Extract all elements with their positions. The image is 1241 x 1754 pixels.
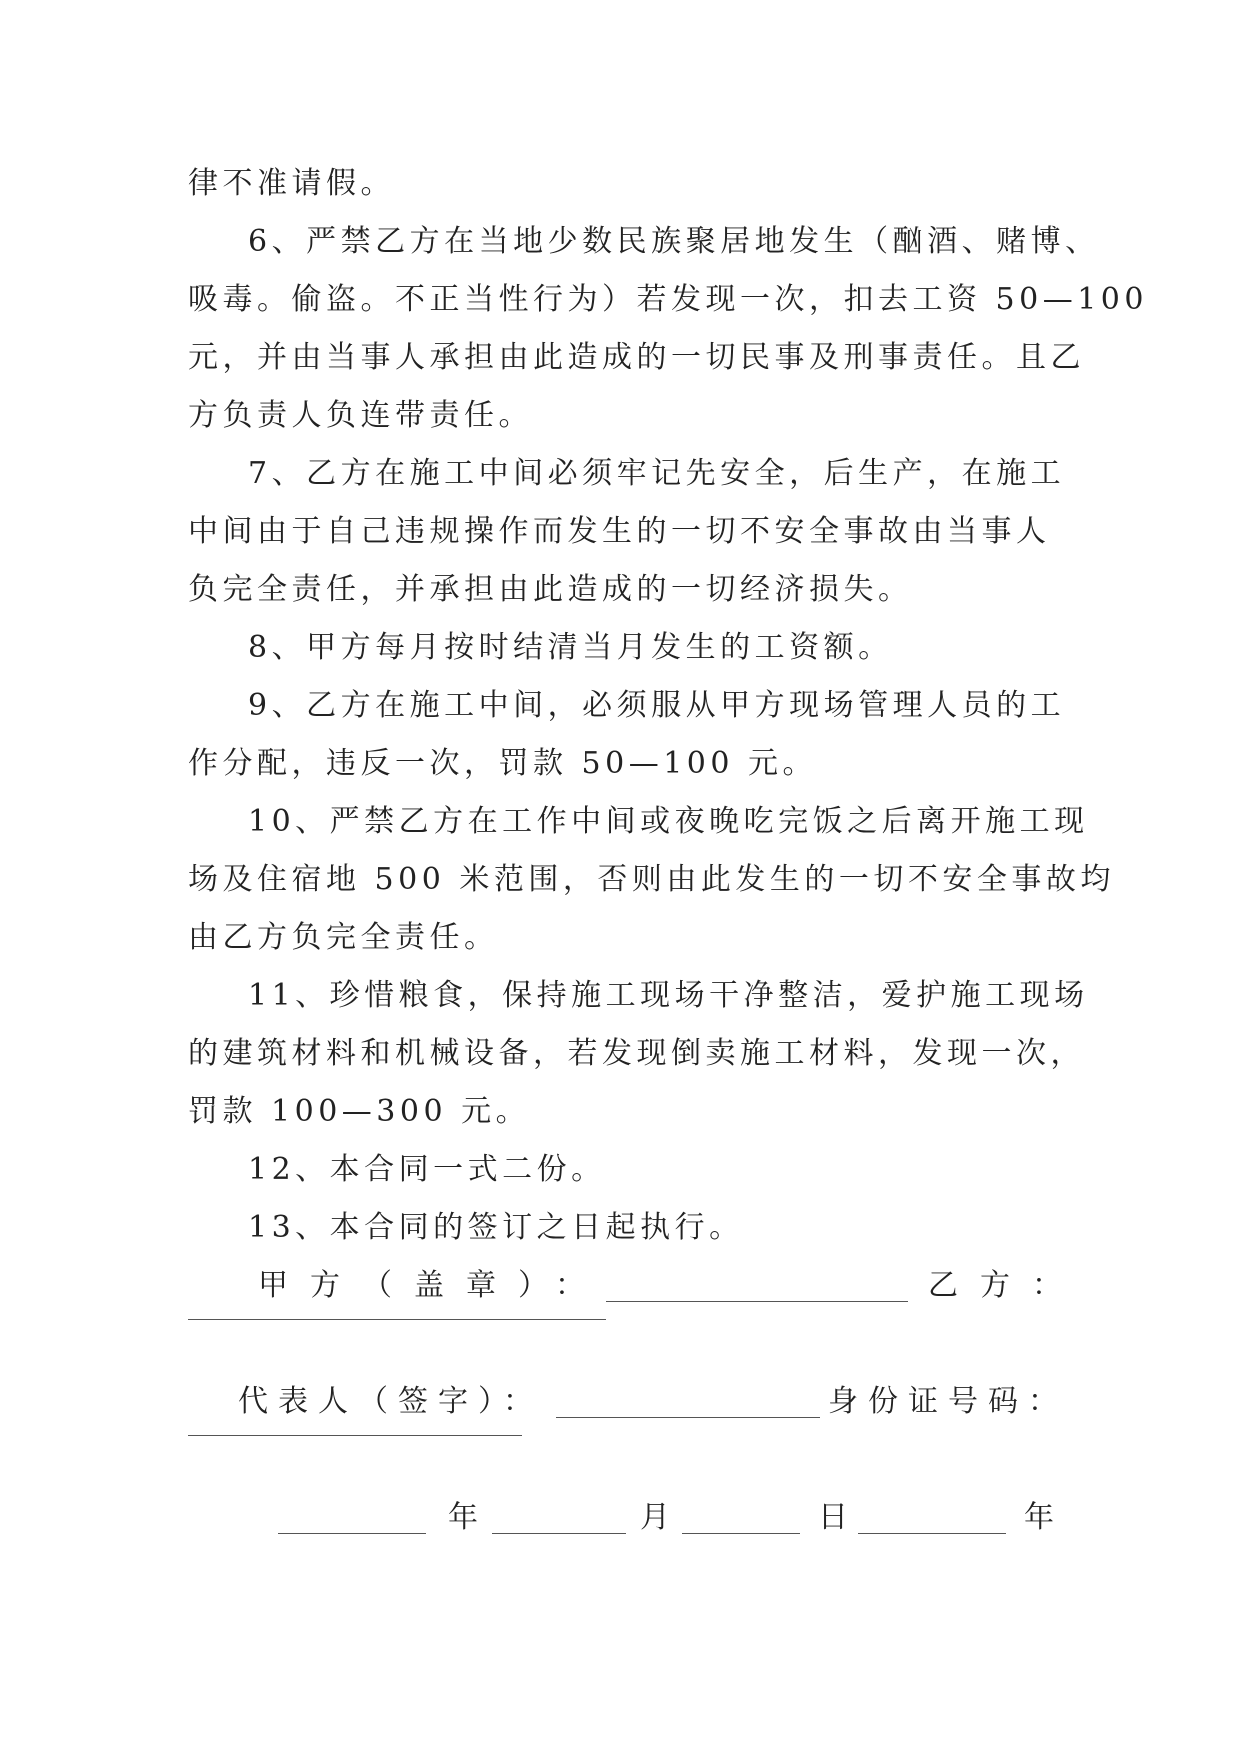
representative-row	[188, 1373, 1068, 1431]
text-line: 10、严禁乙方在工作中间或夜晚吃完饭之后离开施工现	[248, 804, 1089, 839]
text-line: 由乙方负完全责任。	[188, 920, 499, 955]
representative-line	[556, 1417, 820, 1418]
id-number-label: 身份证号码：	[828, 1384, 1068, 1419]
text-line: 作分配，违反一次，罚款 50—100 元。	[188, 746, 818, 781]
text-line: 负完全责任，并承担由此造成的一切经济损失。	[188, 572, 913, 607]
date-row	[188, 1489, 1058, 1547]
party-a-line	[606, 1301, 908, 1302]
text-line: 13、本合同的签订之日起执行。	[248, 1210, 744, 1245]
text-line: 中间由于自己违规操作而发生的一切不安全事故由当事人	[188, 514, 1051, 549]
day-label: 日	[818, 1500, 848, 1535]
text-line: 11、珍惜粮食，保持施工现场干净整洁，爱护施工现场	[248, 978, 1089, 1013]
month-line	[492, 1533, 626, 1534]
year-label: 年	[448, 1500, 478, 1535]
text-line: 吸毒。偷盗。不正当性行为）若发现一次，扣去工资 50—100	[188, 282, 1148, 317]
party-b-label: 乙方：	[928, 1268, 1084, 1303]
year-line	[278, 1533, 426, 1534]
text-line: 的建筑材料和机械设备，若发现倒卖施工材料，发现一次，	[188, 1036, 1085, 1071]
contract-body	[188, 155, 1148, 1257]
text-line: 方负责人负连带责任。	[188, 398, 533, 433]
text-line: 9、乙方在施工中间，必须服从甲方现场管理人员的工	[248, 688, 1066, 723]
text-line: 罚款 100—300 元。	[188, 1094, 531, 1129]
month-label: 月	[640, 1500, 670, 1535]
year2-line	[858, 1533, 1006, 1534]
id-number-line	[188, 1435, 522, 1436]
day-line	[682, 1533, 800, 1534]
text-line: 6、严禁乙方在当地少数民族聚居地发生（酗酒、赌博、	[248, 224, 1100, 259]
representative-label: 代表人（签字）：	[238, 1384, 543, 1419]
id-number-line-row	[188, 1431, 1058, 1489]
document-page	[188, 155, 1148, 1547]
text-line: 元，并由当事人承担由此造成的一切民事及刑事责任。且乙	[188, 340, 1085, 375]
text-line: 律不准请假。	[188, 166, 395, 201]
party-a-label: 甲方（盖章）：	[258, 1268, 607, 1303]
year2-label: 年	[1024, 1500, 1054, 1535]
party-b-line-row	[188, 1315, 1058, 1373]
party-signature-row	[188, 1257, 1084, 1315]
party-b-line	[188, 1319, 606, 1320]
text-line: 7、乙方在施工中间必须牢记先安全，后生产，在施工	[248, 456, 1066, 491]
text-line: 12、本合同一式二份。	[248, 1152, 606, 1187]
text-line: 场及住宿地 500 米范围，否则由此发生的一切不安全事故均	[188, 862, 1115, 897]
text-line: 8、甲方每月按时结清当月发生的工资额。	[248, 630, 893, 665]
